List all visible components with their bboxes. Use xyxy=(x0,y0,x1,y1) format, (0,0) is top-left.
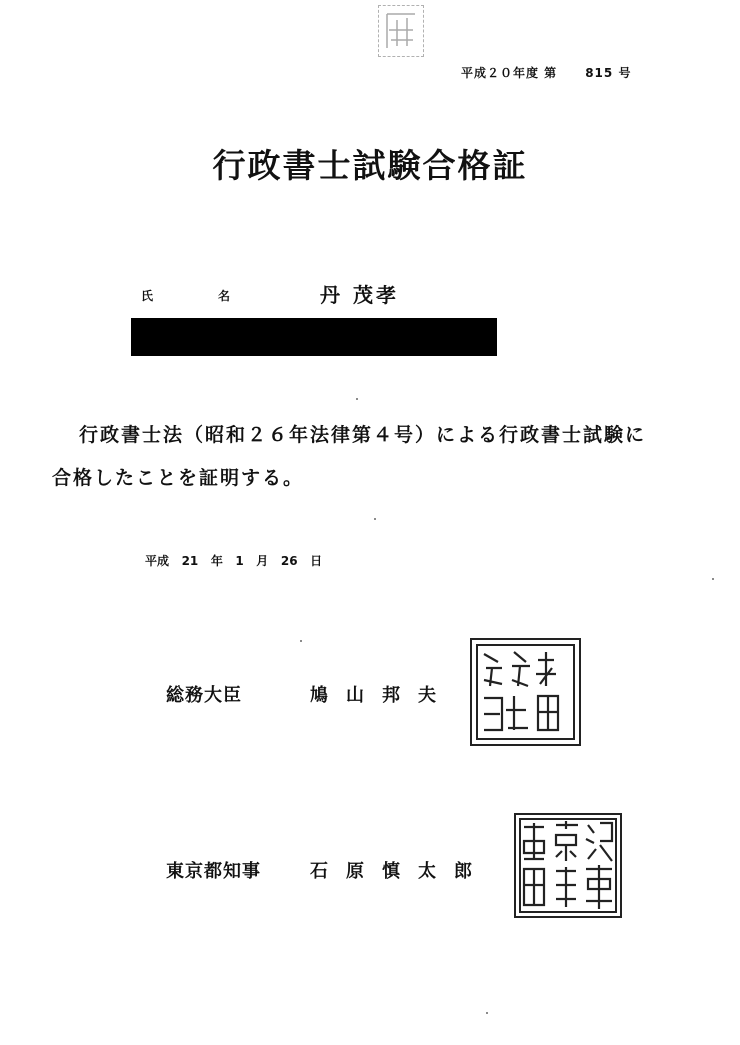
certification-text-line-2: 合格したことを証明する。 xyxy=(52,467,305,489)
date-month: 1 xyxy=(235,554,244,568)
date-day: 26 xyxy=(280,554,298,568)
official-seal-icon xyxy=(516,815,620,916)
certification-text-line-1: 行政書士法（昭和２６年法律第４号）による行政書士試験に xyxy=(79,424,647,446)
date-era: 平成 xyxy=(145,554,170,568)
stamp-mark-icon xyxy=(379,6,423,56)
signatory-1-name: 鳩 山 邦 夫 xyxy=(310,685,436,706)
certificate-number-prefix: 平成２０年度 第 xyxy=(461,66,558,80)
scan-speck xyxy=(712,578,714,580)
certificate-number xyxy=(461,64,631,81)
official-seal-icon xyxy=(472,640,579,744)
redaction-bar xyxy=(131,318,497,356)
date-year-unit: 年 xyxy=(210,554,223,568)
signatory-1-title: 総務大臣 xyxy=(166,685,242,706)
signatory-2-seal xyxy=(514,813,622,918)
issue-date xyxy=(145,552,322,569)
date-day-unit: 日 xyxy=(310,554,323,568)
signatory-2-title: 東京都知事 xyxy=(166,861,261,882)
name-label-given: 名 xyxy=(218,289,231,303)
name-label-surname: 氏 xyxy=(141,289,154,303)
scan-speck xyxy=(486,1012,488,1014)
certificate-number-value: 815 xyxy=(585,66,614,80)
certificate-title: 行政書士試験合格証 xyxy=(212,146,528,185)
certificate-number-suffix: 号 xyxy=(618,66,632,80)
signatory-2-name: 石 原 慎 太 郎 xyxy=(310,861,472,882)
date-year: 21 xyxy=(181,554,199,568)
scan-speck xyxy=(356,398,358,400)
holder-name: 丹 茂孝 xyxy=(320,283,399,307)
scan-speck xyxy=(300,640,302,642)
date-month-unit: 月 xyxy=(256,554,269,568)
signatory-1-seal xyxy=(470,638,581,746)
scan-speck xyxy=(374,518,376,520)
top-stamp-seal xyxy=(378,5,424,57)
